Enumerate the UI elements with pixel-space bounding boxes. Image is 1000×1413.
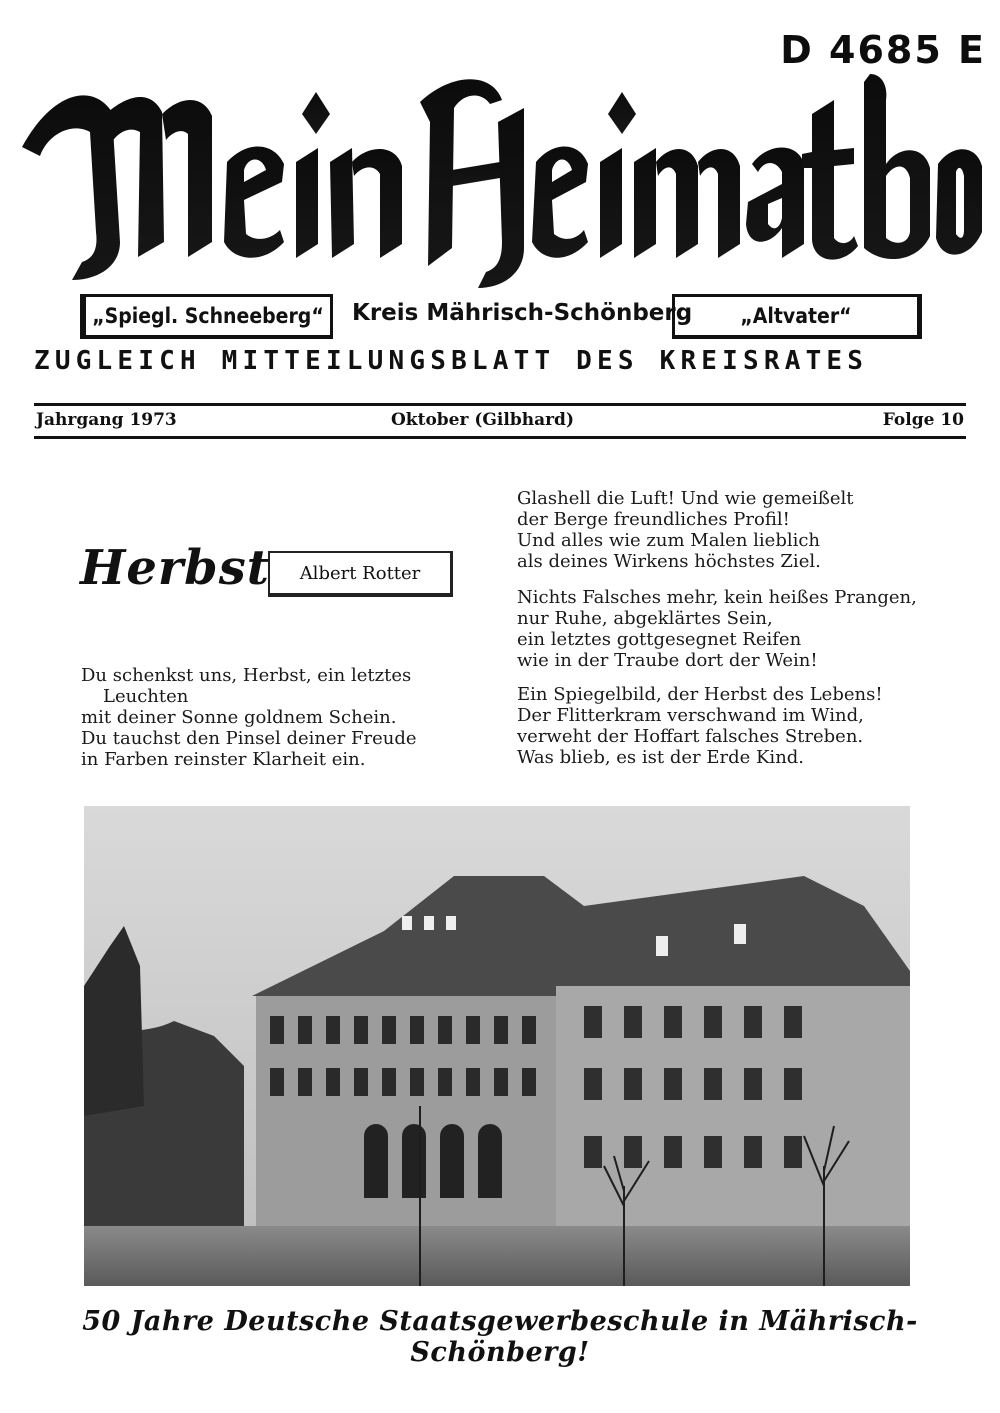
region-left-box: „Spiegl. Schneeberg“ (80, 294, 333, 339)
issue-number: Folge 10 (882, 410, 964, 430)
stanza-line: Leuchten (103, 686, 189, 707)
issue-rule-bottom (34, 436, 966, 439)
region-right-box: „Altvater“ (672, 294, 922, 339)
volume-label: Jahrgang 1973 (36, 410, 177, 430)
stanza-line: Ein Spiegelbild, der Herbst des Lebens! (517, 684, 883, 705)
registration-code: D 4685 E (780, 28, 986, 72)
tagline: ZUGLEICH MITTEILUNGSBLATT DES KREISRATES (34, 346, 869, 376)
poem-title: Herbst (80, 540, 270, 596)
stanza-line: Der Flitterkram verschwand im Wind, (517, 705, 864, 726)
stanza-line: in Farben reinster Klarheit ein. (81, 749, 366, 770)
region-center-label: Kreis Mährisch-Schönberg (352, 300, 693, 326)
stanza-line: als deines Wirkens höchstes Ziel. (517, 551, 821, 572)
masthead-title-art (12, 52, 987, 292)
stanza-line: mit deiner Sonne goldnem Schein. (81, 707, 397, 728)
building-illustration (84, 806, 910, 1286)
stanza-line: Nichts Falsches mehr, kein heißes Prangen, (517, 587, 917, 608)
stanza-line: wie in der Traube dort der Wein! (517, 650, 818, 671)
stanza-line: verweht der Hoffart falsches Streben. (517, 726, 864, 747)
stanza-4 (517, 684, 883, 768)
stanza-line: Du schenkst uns, Herbst, ein letztes (81, 665, 412, 686)
stanza-line: der Berge freundliches Profil! (517, 509, 790, 530)
author-box: Albert Rotter (268, 551, 453, 597)
masthead-logo (12, 52, 987, 292)
stanza-1 (81, 665, 417, 770)
stanza-3 (517, 587, 917, 671)
school-building-photo (84, 806, 910, 1286)
stanza-line: Du tauchst den Pinsel deiner Freude (81, 728, 417, 749)
stanza-line: Was blieb, es ist der Erde Kind. (517, 747, 805, 768)
stanza-line: Und alles wie zum Malen lieblich (517, 530, 821, 551)
month-label: Oktober (Gilbhard) (391, 410, 574, 430)
region-row (80, 294, 920, 340)
stanza-2 (517, 488, 854, 572)
issue-row (36, 410, 964, 432)
stanza-line: Glashell die Luft! Und wie gemeißelt (517, 488, 854, 509)
stanza-line: nur Ruhe, abgeklärtes Sein, (517, 608, 773, 629)
stanza-line: ein letztes gottgesegnet Reifen (517, 629, 802, 650)
issue-rule-top (34, 403, 966, 406)
photo-caption: 50 Jahre Deutsche Staatsgewerbeschule in Mährisch-Schönberg! (82, 1306, 918, 1368)
